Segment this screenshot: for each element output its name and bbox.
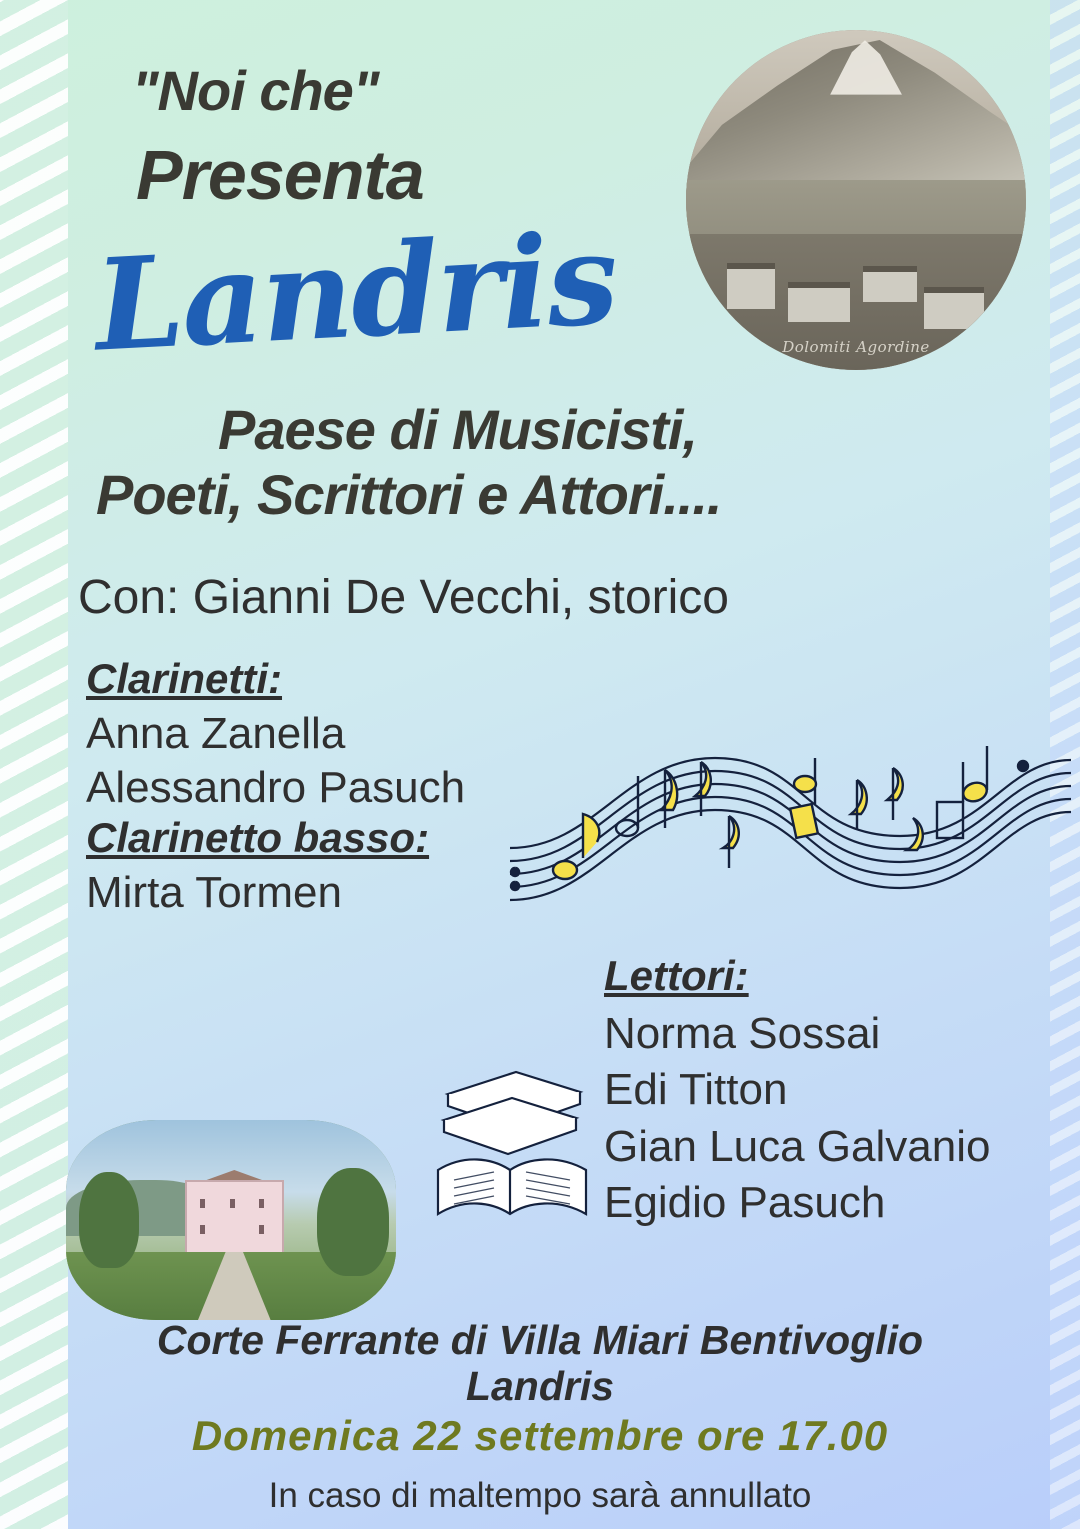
photo-house [863, 266, 917, 302]
venue-block [0, 1318, 1080, 1410]
reader-name: Gian Luca Galvanio [604, 1121, 991, 1171]
photo-house [924, 287, 984, 329]
venue-line-2: Landris [465, 1362, 615, 1409]
readers-block [604, 952, 1064, 1231]
reader-name: Edi Titton [604, 1065, 788, 1115]
clarinets-label: Clarinetti: [86, 655, 283, 702]
villa-window [200, 1225, 205, 1234]
event-datetime: Domenica 22 settembre ore 17.00 [191, 1412, 889, 1459]
books-illustration [420, 1058, 610, 1243]
performer-name: Anna Zanella [86, 709, 346, 758]
villa-window [230, 1199, 235, 1208]
photo-caption: Dolomiti Agordine [782, 338, 930, 356]
villa-window [259, 1199, 264, 1208]
presenta-label: Presenta [136, 136, 424, 214]
village-photo [686, 30, 1026, 370]
music-staff-illustration [505, 718, 1075, 903]
reader-name: Norma Sossai [604, 1009, 881, 1058]
subtitle-line-2: Poeti, Scrittori e Attori.... [96, 462, 722, 526]
villa-photo [66, 1120, 396, 1320]
villa-window [259, 1225, 264, 1234]
bass-clarinet-label: Clarinetto basso: [86, 814, 430, 862]
host-line: Con: Gianni De Vecchi, storico [78, 571, 729, 624]
subtitle-line-1: Paese di Musicisti, [218, 398, 697, 461]
reader-name: Egidio Pasuch [604, 1177, 886, 1227]
villa-tree [79, 1172, 139, 1268]
villa-window [200, 1199, 205, 1208]
performer-name: Mirta Tormen [86, 868, 342, 918]
performer-name: Alessandro Pasuch [86, 762, 466, 812]
venue-line-1: Corte Ferrante di Villa Miari Bentivoglio [156, 1317, 924, 1363]
poster-subtitle [88, 398, 1038, 528]
villa-tree [317, 1168, 389, 1276]
photo-house [727, 263, 775, 309]
readers-label: Lettori: [604, 952, 749, 999]
villa-building [185, 1180, 284, 1260]
page-title: Landris [91, 204, 620, 380]
presenter-quote: "Noi che" [132, 59, 379, 122]
weather-notice: In caso di maltempo sarà annullato [268, 1476, 812, 1515]
photo-house [788, 282, 850, 322]
